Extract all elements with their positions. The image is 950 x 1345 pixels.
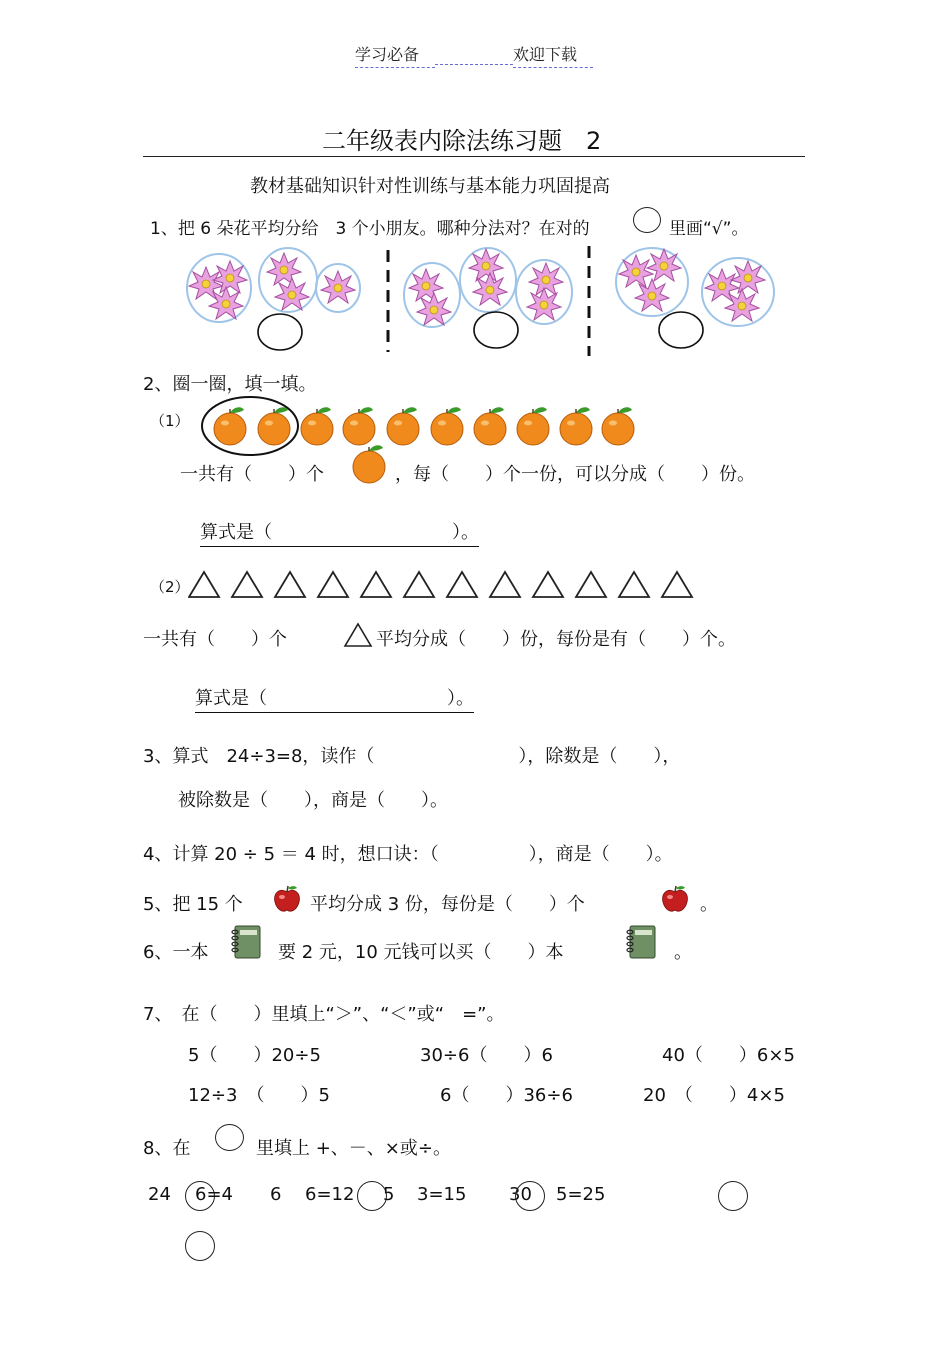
q3-line-2: 被除数是（ ），商是（ ）。 xyxy=(178,790,448,811)
q1-text: 1、把 6 朵花平均分给 3 个小朋友。哪种分法对？在对的 xyxy=(150,219,590,239)
q2-p1-formula: 算式是（ ）。 xyxy=(200,518,479,547)
q8-number: 6 xyxy=(270,1184,282,1205)
page-title: 二年级表内除法练习题 2 xyxy=(322,127,602,155)
q8-number: 6=12 xyxy=(305,1184,355,1205)
option-a-flowers xyxy=(187,248,360,350)
q5-text-a: 5、把 15 个 xyxy=(143,894,243,915)
notebook-icon xyxy=(231,925,261,959)
q1-text-b: 里画“√”。 xyxy=(669,219,749,239)
option-c-flowers xyxy=(616,248,774,348)
q2-heading: 2、圈一圈，填一填。 xyxy=(143,374,317,395)
q8-number: 5 xyxy=(383,1184,395,1205)
apple-icon xyxy=(272,884,302,914)
q8-number: 24 xyxy=(148,1184,171,1205)
q8-head-a: 8、在 xyxy=(143,1138,191,1159)
q8-number: 6=4 xyxy=(195,1184,233,1205)
q5-text-c: 。 xyxy=(700,894,718,915)
answer-circle-icon xyxy=(215,1124,244,1151)
q5-text-b: 平均分成 3 份，每份是（ ）个 xyxy=(310,894,585,915)
q7-heading: 7、 在（ ）里填上“＞”、“＜”或“ =”。 xyxy=(143,1004,505,1025)
operator-blank[interactable] xyxy=(515,1181,545,1211)
q7-item: 6（ ）36÷6 xyxy=(440,1085,573,1106)
title-rule xyxy=(143,156,805,157)
header-left: 学习必备 xyxy=(355,42,435,68)
answer-circle-icon xyxy=(633,207,661,233)
q8-number: 30 xyxy=(509,1184,532,1205)
q1-flower-options xyxy=(180,240,800,358)
q2-p1-label: （1） xyxy=(150,412,190,430)
q2-p1-line-b: ，每（ ）个一份，可以分成（ ）份。 xyxy=(395,464,755,485)
option-b-flowers xyxy=(404,248,572,348)
q7-item: 40（ ）6×5 xyxy=(662,1045,795,1066)
q2-p2-formula: 算式是（ ）。 xyxy=(195,684,474,713)
q2-p1-line-a: 一共有（ ）个 xyxy=(180,464,324,485)
q6-text-c: 。 xyxy=(674,942,692,963)
q2-p2-line-a: 一共有（ ）个 xyxy=(143,629,287,650)
triangle-icon xyxy=(343,622,373,648)
q6-text-b: 要 2 元，10 元钱可以买（ ）本 xyxy=(278,942,564,963)
q2-p2-line-b: 平均分成（ ）份，每份是有（ ）个。 xyxy=(376,629,736,650)
header-right: 欢迎下载 xyxy=(513,42,593,68)
q4-text: 4、计算 20 ÷ 5 ＝ 4 时，想口诀：（ ），商是（ ）。 xyxy=(143,844,673,865)
q6-text-a: 6、一本 xyxy=(143,942,209,963)
triangles-row xyxy=(188,570,698,600)
q2-p2-label: （2） xyxy=(150,578,190,596)
q7-item: 30÷6（ ）6 xyxy=(420,1045,553,1066)
apple-icon xyxy=(660,884,690,914)
q8-head-b: 里填上 +、－、×或÷。 xyxy=(256,1138,451,1159)
oranges-row xyxy=(198,393,643,459)
q7-item: 12÷3 （ ）5 xyxy=(188,1085,330,1106)
page-subtitle: 教材基础知识针对性训练与基本能力巩固提高 xyxy=(250,176,610,197)
notebook-icon xyxy=(626,925,656,959)
q7-item: 5（ ）20÷5 xyxy=(188,1045,321,1066)
operator-blank[interactable] xyxy=(718,1181,748,1211)
q3-line-1: 3、算式 24÷3=8，读作（ ），除数是（ ）， xyxy=(143,746,681,767)
q7-item: 20 （ ）4×5 xyxy=(643,1085,785,1106)
q8-number: 5=25 xyxy=(556,1184,606,1205)
operator-blank[interactable] xyxy=(185,1231,215,1261)
orange-icon xyxy=(350,444,388,484)
q8-number: 3=15 xyxy=(417,1184,467,1205)
header-dash-gap xyxy=(435,64,513,65)
